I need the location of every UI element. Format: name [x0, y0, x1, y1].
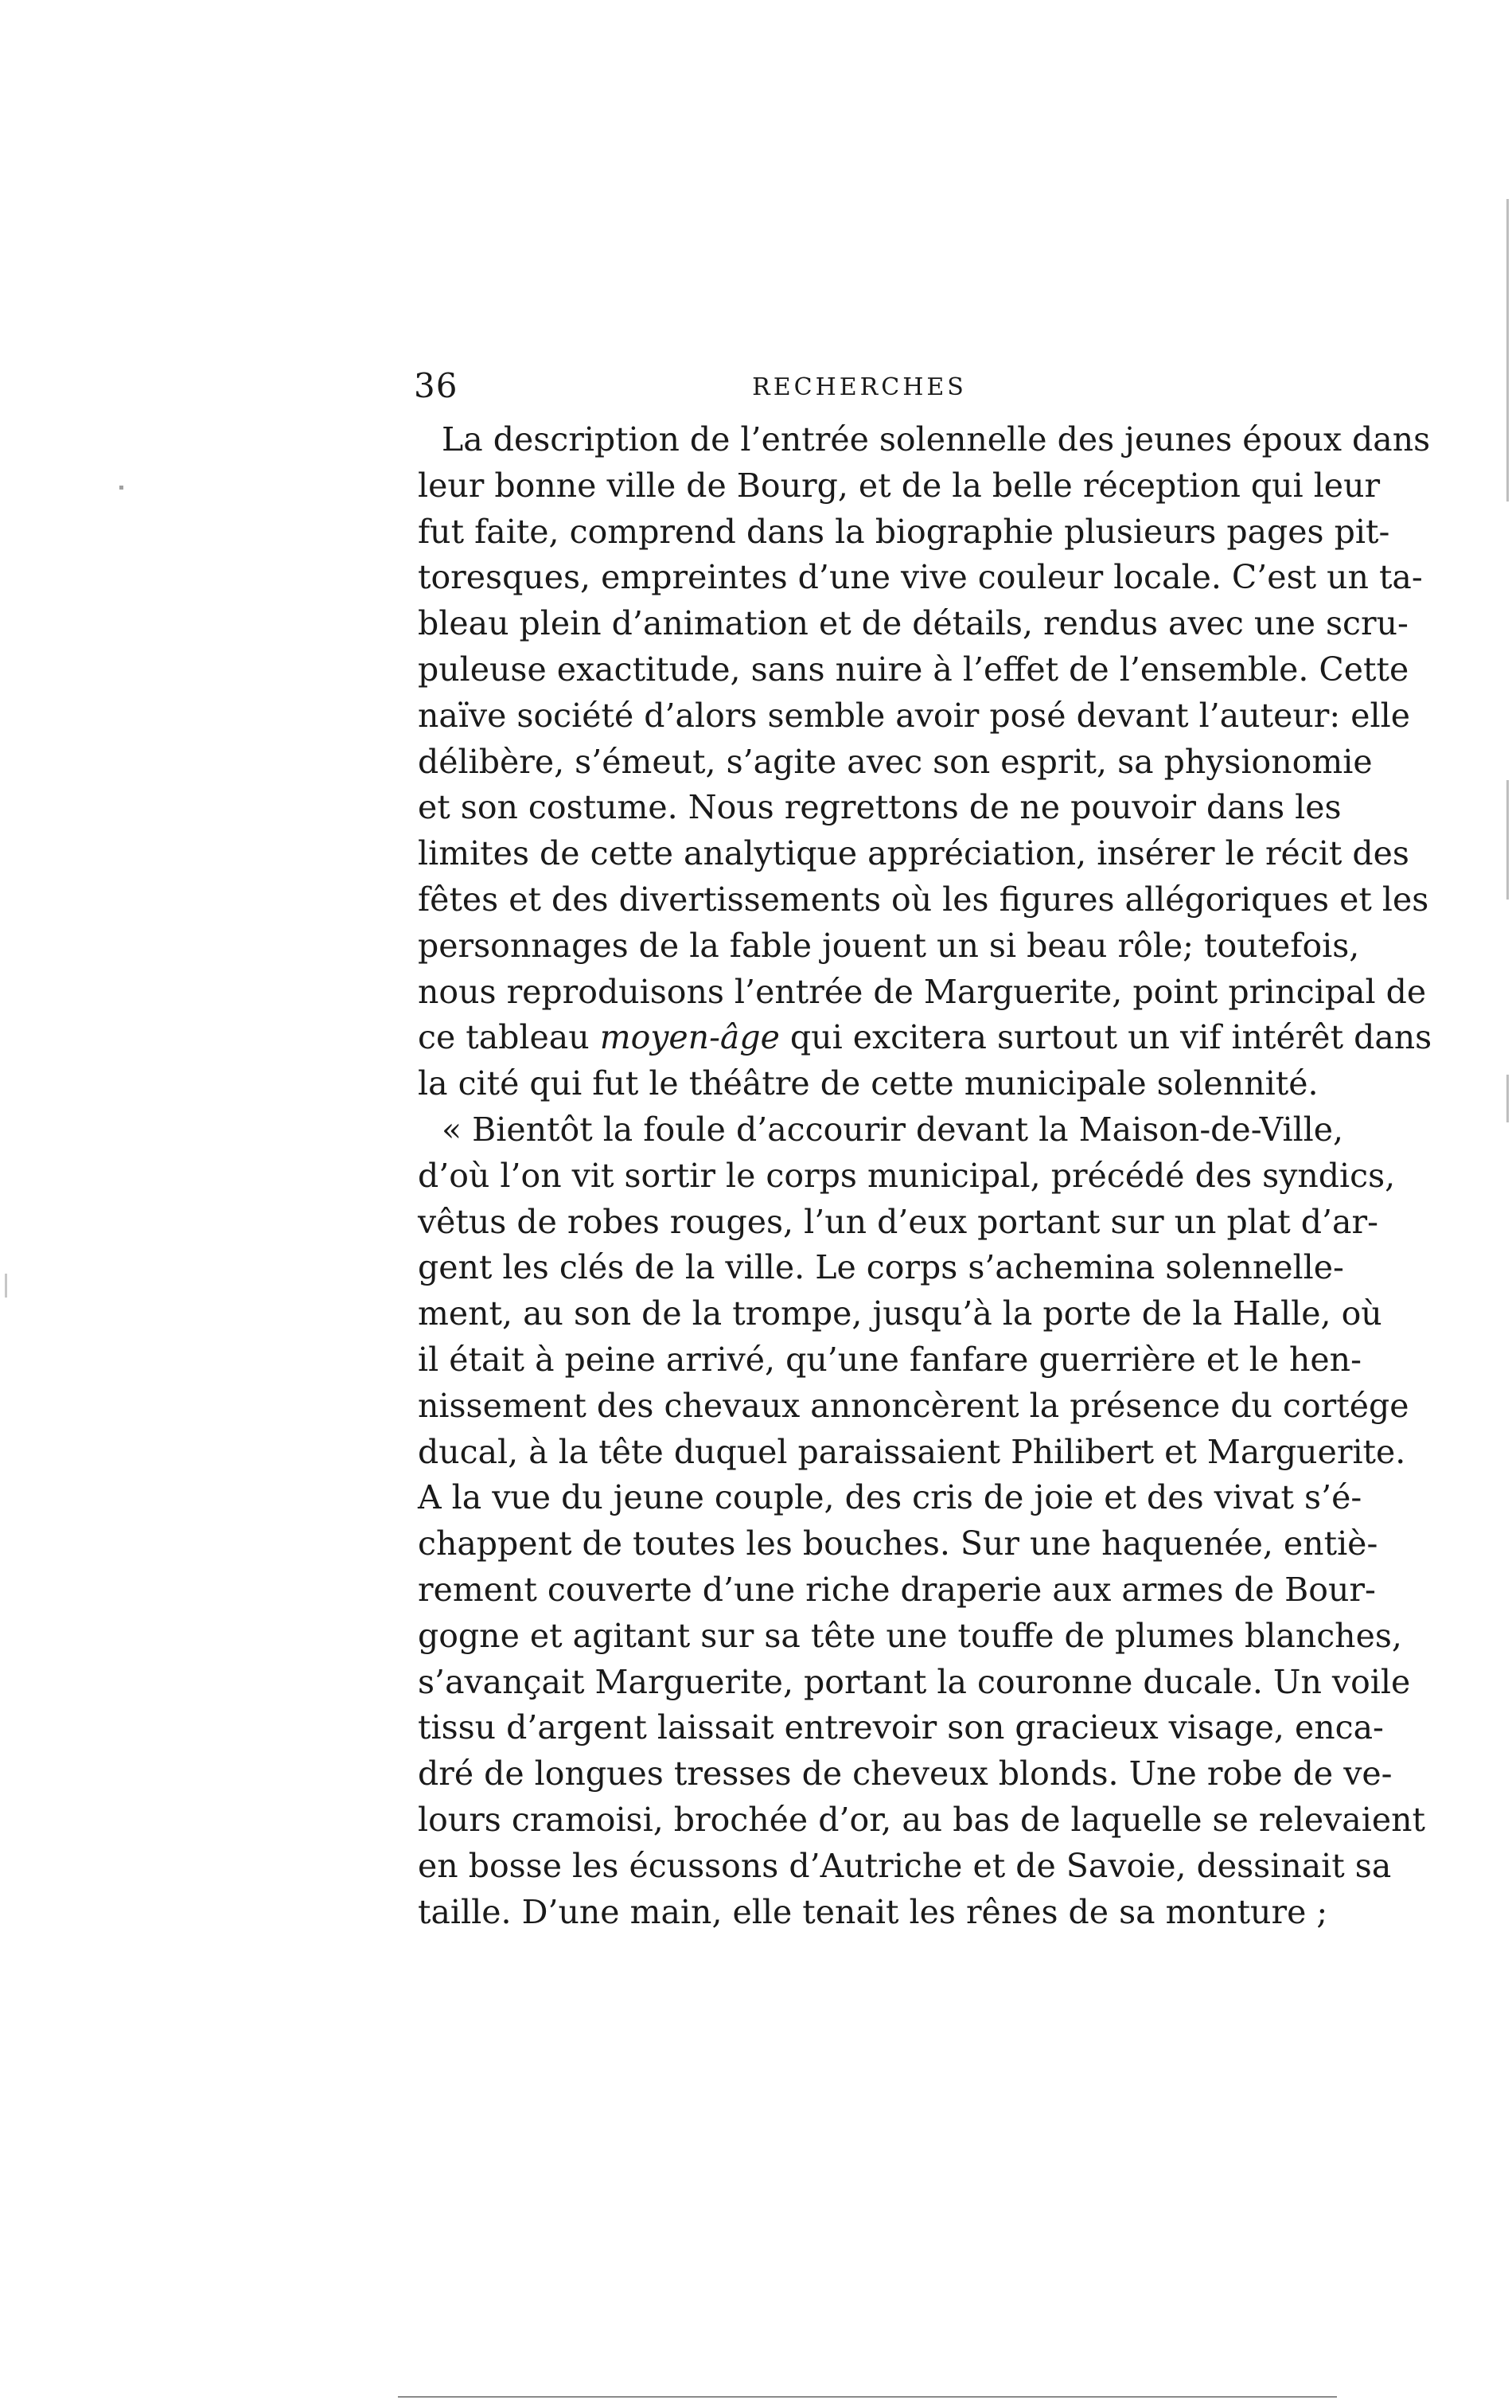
text-line: lours cramoisi, brochée d’or, au bas de laquelle se relevaient	[418, 1800, 1425, 1839]
scan-edge-mark	[1506, 199, 1509, 502]
text-line: chappent de toutes les bouches. Sur une haquenée, entiè-	[418, 1524, 1378, 1563]
text-line-with-italic	[418, 1015, 1432, 1061]
text-line: taille. D’une main, elle tenait les rênes de sa monture ;	[418, 1892, 1328, 1931]
running-head	[414, 362, 1305, 410]
text-line: naïve société d’alors semble avoir posé devant l’auteur: elle	[418, 696, 1410, 735]
scan-edge-mark	[5, 1274, 7, 1298]
text-line: dré de longues tresses de cheveux blonds. Une robe de ve-	[418, 1754, 1393, 1793]
text-line: délibère, s’émeut, s’agite avec son esprit, sa physionomie	[418, 742, 1373, 781]
text-line: La description de l’entrée solennelle des jeunes époux dans	[442, 420, 1431, 459]
text-line: il était à peine arrivé, qu’une fanfare guerrière et le hen-	[418, 1340, 1362, 1379]
text-line: gogne et agitant sur sa tête une touffe de plumes blanches,	[418, 1616, 1402, 1655]
running-title: RECHERCHES	[752, 373, 967, 401]
text-line: puleuse exactitude, sans nuire à l’effet de l’ensemble. Cette	[418, 650, 1409, 689]
text-line: fêtes et des divertissements où les figures allégoriques et les	[418, 880, 1429, 919]
text-line: nous reproduisons l’entrée de Marguerite, point principal de	[418, 972, 1427, 1011]
text-line: limites de cette analytique appréciation, insérer le récit des	[418, 834, 1409, 873]
bottom-scan-rule	[398, 2396, 1337, 2398]
text-line: la cité qui fut le théâtre de cette municipale solennité.	[418, 1064, 1319, 1103]
text-line: en bosse les écussons d’Autriche et de Savoie, dessinait sa	[418, 1846, 1392, 1885]
text-line: A la vue du jeune couple, des cris de joie et des vivat s’é-	[418, 1478, 1362, 1517]
text-line: et son costume. Nous regrettons de ne pouvoir dans les	[418, 788, 1342, 827]
text-line: nissement des chevaux annoncèrent la présence du cortége	[418, 1386, 1409, 1425]
text-line: personnages de la fable jouent un si beau rôle; toutefois,	[418, 926, 1360, 965]
page-number: 36	[414, 366, 458, 405]
italic-term: moyen-âge	[599, 1018, 780, 1057]
scan-edge-mark	[1506, 780, 1509, 900]
text-line: vêtus de robes rouges, l’un d’eux portant sur un plat d’ar-	[418, 1202, 1378, 1241]
text-line: d’où l’on vit sortir le corps municipal, précédé des syndics,	[418, 1156, 1396, 1195]
paragraph-2-quotation	[418, 1107, 1425, 1935]
paragraph-1	[418, 417, 1432, 1107]
scan-edge-mark	[1506, 1075, 1509, 1122]
text-line: bleau plein d’animation et de détails, rendus avec une scru-	[418, 604, 1409, 643]
text-line: rement couverte d’une riche draperie aux armes de Bour-	[418, 1570, 1376, 1609]
text-line: gent les clés de la ville. Le corps s’achemina solennelle-	[418, 1248, 1344, 1287]
body-text	[418, 417, 1432, 1935]
text-line: tissu d’argent laissait entrevoir son gracieux visage, enca-	[418, 1708, 1384, 1747]
text-line: « Bientôt la foule d’accourir devant la Maison-de-Ville,	[442, 1110, 1344, 1149]
text-segment: qui excitera surtout un vif intérêt dans	[779, 1018, 1432, 1057]
text-line: toresques, empreintes d’une vive couleur locale. C’est un ta-	[418, 558, 1423, 597]
text-line: s’avançait Marguerite, portant la couronne ducale. Un voile	[418, 1662, 1411, 1701]
text-segment: ce tableau	[418, 1018, 600, 1057]
text-line: ducal, à la tête duquel paraissaient Philibert et Marguerite.	[418, 1432, 1406, 1471]
text-line: leur bonne ville de Bourg, et de la belle réception qui leur	[418, 466, 1381, 505]
text-line: ment, au son de la trompe, jusqu’à la porte de la Halle, où	[418, 1294, 1382, 1333]
text-line: fut faite, comprend dans la biographie plusieurs pages pit-	[418, 512, 1390, 551]
scan-edge-mark	[119, 486, 123, 490]
